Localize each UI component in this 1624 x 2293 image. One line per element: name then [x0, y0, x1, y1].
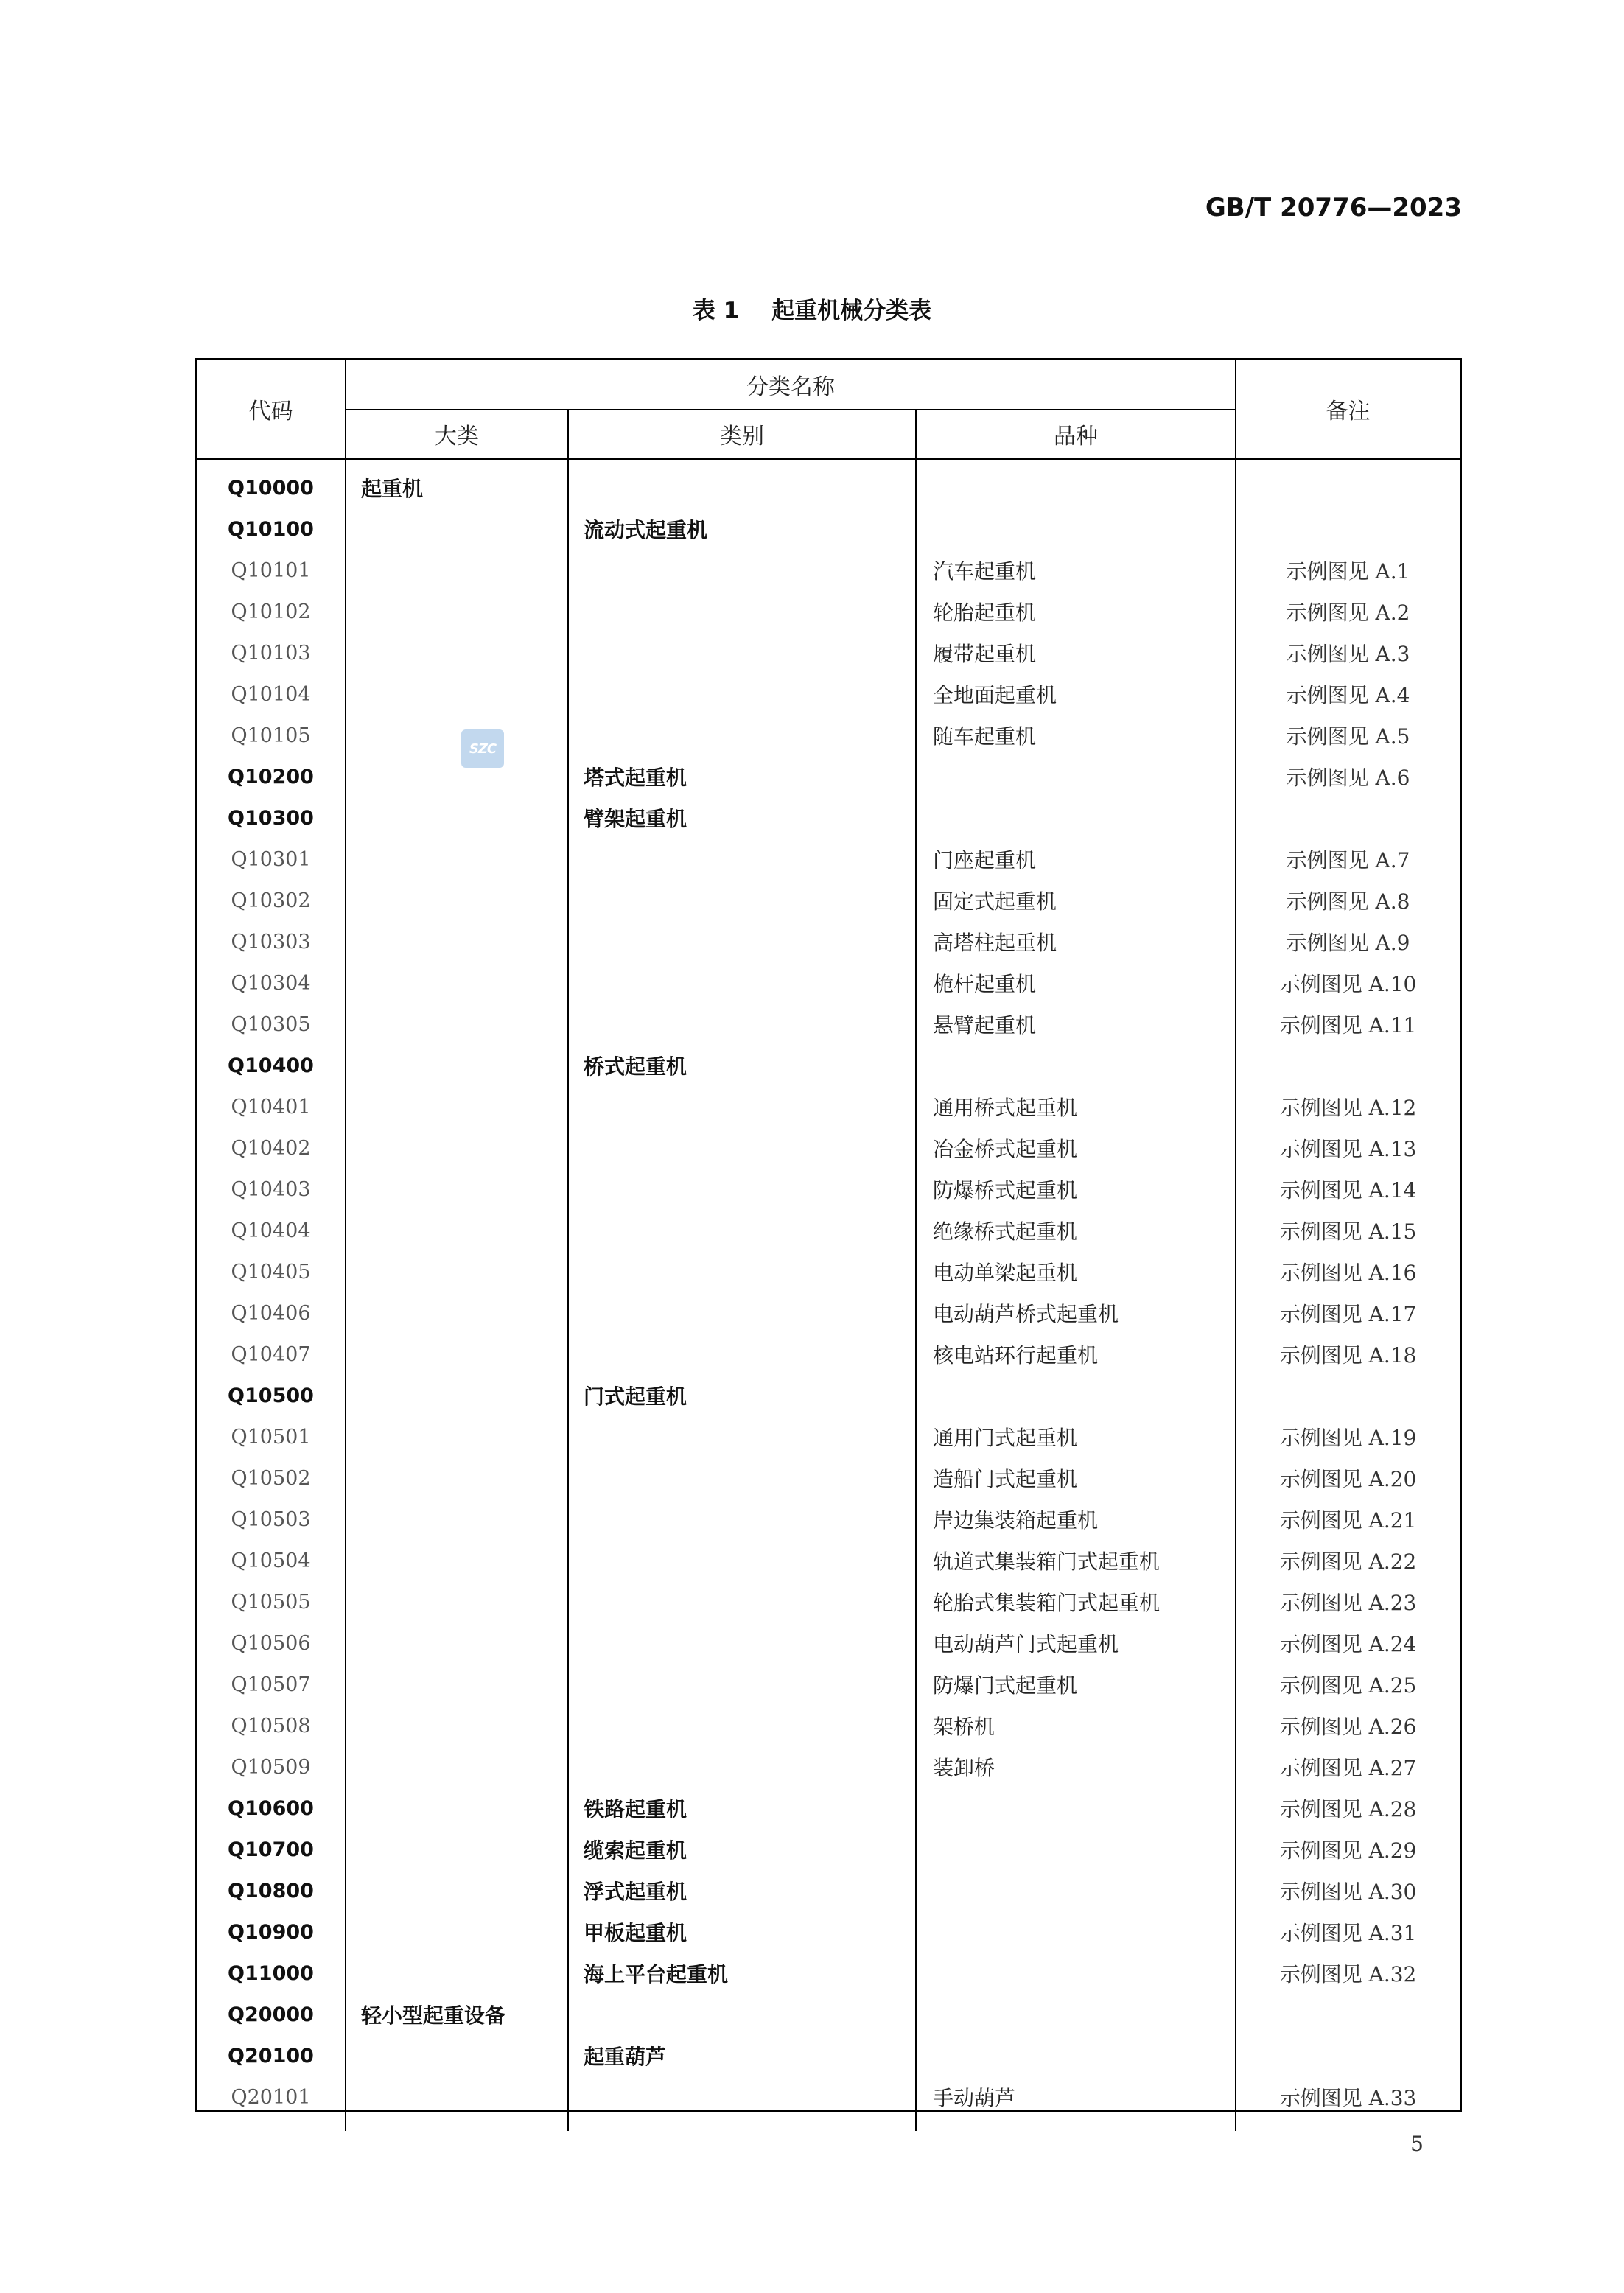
cell-category [568, 467, 916, 508]
cell-major [346, 1416, 568, 1457]
cell-major [346, 1746, 568, 1788]
cell-note: 示例图见 A.20 [1236, 1457, 1460, 1499]
cell-code: Q20000 [228, 2003, 314, 2026]
table-row [197, 2035, 1460, 2076]
table-row [197, 550, 1460, 591]
table-row [197, 1499, 1460, 1540]
cell-variety: 岸边集装箱起重机 [916, 1499, 1236, 1540]
cell-note: 示例图见 A.21 [1236, 1499, 1460, 1540]
cell-variety [916, 1911, 1236, 1953]
cell-major [346, 1911, 568, 1953]
cell-variety: 冶金桥式起重机 [916, 1127, 1236, 1169]
cell-code: Q10501 [231, 1425, 311, 1449]
cell-variety: 电动葫芦门式起重机 [916, 1622, 1236, 1664]
table-row [197, 1375, 1460, 1416]
cell-code: Q10506 [231, 1631, 311, 1655]
cell-code: Q10504 [231, 1549, 311, 1572]
cell-category [568, 715, 916, 756]
cell-note [1236, 1375, 1460, 1416]
cell-category: 起重葫芦 [568, 2035, 916, 2076]
cell-category: 甲板起重机 [568, 1911, 916, 1953]
cell-variety: 轮胎起重机 [916, 591, 1236, 632]
cell-major [346, 962, 568, 1004]
table-row [197, 715, 1460, 756]
cell-variety: 轮胎式集装箱门式起重机 [916, 1581, 1236, 1622]
cell-note: 示例图见 A.24 [1236, 1622, 1460, 1664]
cell-category: 流动式起重机 [568, 508, 916, 550]
cell-code: Q10304 [231, 971, 311, 995]
table-row [197, 1953, 1460, 1994]
cell-major [346, 1540, 568, 1581]
cell-note: 示例图见 A.27 [1236, 1746, 1460, 1788]
table-body [197, 459, 1460, 2132]
cell-code: Q10505 [231, 1590, 311, 1614]
standard-code: GB/T 20776—2023 [1205, 193, 1462, 223]
cell-code: Q10400 [228, 1054, 314, 1077]
cell-code: Q10900 [228, 1920, 314, 1944]
cell-major [346, 1127, 568, 1169]
cell-major [346, 591, 568, 632]
table-row [197, 1788, 1460, 1829]
classification-table [195, 358, 1462, 2112]
cell-variety [916, 1994, 1236, 2035]
table-row [197, 880, 1460, 921]
cell-note: 示例图见 A.10 [1236, 962, 1460, 1004]
cell-note: 示例图见 A.4 [1236, 673, 1460, 715]
cell-code: Q10101 [231, 559, 311, 582]
cell-category: 塔式起重机 [568, 756, 916, 797]
cell-category [568, 1499, 916, 1540]
cell-major [346, 1169, 568, 1210]
cell-category [568, 1457, 916, 1499]
table-row [197, 1581, 1460, 1622]
cell-category [568, 591, 916, 632]
cell-variety [916, 1045, 1236, 1086]
cell-code: Q10000 [228, 476, 314, 500]
table-row [197, 508, 1460, 550]
table-row [197, 1870, 1460, 1911]
cell-variety [916, 2035, 1236, 2076]
cell-note: 示例图见 A.7 [1236, 839, 1460, 880]
cell-code: Q10104 [231, 682, 311, 706]
cell-variety [916, 508, 1236, 550]
cell-code: Q10200 [228, 765, 314, 788]
cell-note: 示例图见 A.15 [1236, 1210, 1460, 1251]
table-spacer [197, 2118, 1460, 2131]
cell-code: Q10402 [231, 1136, 311, 1160]
cell-note [1236, 1994, 1460, 2035]
table-row [197, 1622, 1460, 1664]
table-row [197, 1127, 1460, 1169]
header-major: 大类 [346, 410, 568, 459]
cell-variety: 履带起重机 [916, 632, 1236, 673]
table-row [197, 797, 1460, 839]
cell-major: 起重机 [346, 467, 568, 508]
cell-note: 示例图见 A.5 [1236, 715, 1460, 756]
cell-code: Q10700 [228, 1838, 314, 1861]
cell-note: 示例图见 A.23 [1236, 1581, 1460, 1622]
cell-note: 示例图见 A.30 [1236, 1870, 1460, 1911]
cell-category: 臂架起重机 [568, 797, 916, 839]
cell-note: 示例图见 A.3 [1236, 632, 1460, 673]
cell-code: Q10305 [231, 1012, 311, 1036]
table-row [197, 1416, 1460, 1457]
cell-variety: 装卸桥 [916, 1746, 1236, 1788]
table-spacer [197, 459, 1460, 468]
cell-code: Q10103 [231, 641, 311, 665]
cell-major [346, 1788, 568, 1829]
cell-variety [916, 1829, 1236, 1870]
cell-variety: 高塔柱起重机 [916, 921, 1236, 962]
header-code: 代码 [197, 360, 346, 459]
cell-category [568, 2076, 916, 2118]
table-row [197, 1004, 1460, 1045]
cell-category [568, 1251, 916, 1292]
cell-code: Q10500 [228, 1384, 314, 1407]
cell-variety: 随车起重机 [916, 715, 1236, 756]
cell-major [346, 921, 568, 962]
cell-code: Q10403 [231, 1177, 311, 1201]
cell-code: Q10600 [228, 1796, 314, 1820]
cell-note: 示例图见 A.26 [1236, 1705, 1460, 1746]
cell-note: 示例图见 A.8 [1236, 880, 1460, 921]
cell-note: 示例图见 A.14 [1236, 1169, 1460, 1210]
header-note: 备注 [1236, 360, 1460, 459]
cell-major [346, 1622, 568, 1664]
cell-note [1236, 508, 1460, 550]
table-row [197, 756, 1460, 797]
cell-variety: 防爆桥式起重机 [916, 1169, 1236, 1210]
table-row [197, 1086, 1460, 1127]
cell-category [568, 1746, 916, 1788]
cell-note [1236, 467, 1460, 508]
cell-major [346, 550, 568, 591]
cell-major [346, 1045, 568, 1086]
cell-major [346, 1829, 568, 1870]
cell-major [346, 1499, 568, 1540]
cell-category [568, 1664, 916, 1705]
cell-note: 示例图见 A.1 [1236, 550, 1460, 591]
cell-note: 示例图见 A.29 [1236, 1829, 1460, 1870]
cell-variety: 手动葫芦 [916, 2076, 1236, 2118]
cell-category [568, 839, 916, 880]
cell-category [568, 1581, 916, 1622]
cell-major [346, 1334, 568, 1375]
cell-major [346, 839, 568, 880]
cell-category: 铁路起重机 [568, 1788, 916, 1829]
cell-category [568, 1292, 916, 1334]
cell-variety: 轨道式集装箱门式起重机 [916, 1540, 1236, 1581]
cell-major [346, 632, 568, 673]
cell-code: Q20100 [228, 2044, 314, 2068]
cell-code: Q10405 [231, 1260, 311, 1284]
cell-code: Q10301 [231, 847, 311, 871]
cell-code: Q10404 [231, 1219, 311, 1242]
cell-major [346, 508, 568, 550]
table-row [197, 1994, 1460, 2035]
cell-note: 示例图见 A.16 [1236, 1251, 1460, 1292]
cell-category [568, 1127, 916, 1169]
table-row [197, 1664, 1460, 1705]
watermark-logo [461, 729, 504, 768]
cell-variety: 防爆门式起重机 [916, 1664, 1236, 1705]
cell-category [568, 1210, 916, 1251]
table-row [197, 1045, 1460, 1086]
table-row [197, 1746, 1460, 1788]
cell-code: Q10102 [231, 600, 311, 623]
cell-major [346, 797, 568, 839]
cell-category [568, 1622, 916, 1664]
table-row [197, 467, 1460, 508]
cell-note: 示例图见 A.6 [1236, 756, 1460, 797]
cell-major: 轻小型起重设备 [346, 1994, 568, 2035]
cell-code: Q10800 [228, 1879, 314, 1902]
cell-code: Q10502 [231, 1466, 311, 1490]
cell-category: 缆索起重机 [568, 1829, 916, 1870]
table-row [197, 1911, 1460, 1953]
watermark-text: SZC [469, 741, 497, 757]
cell-category [568, 550, 916, 591]
cell-note [1236, 1045, 1460, 1086]
cell-code: Q10406 [231, 1301, 311, 1325]
cell-major [346, 1870, 568, 1911]
cell-major [346, 673, 568, 715]
cell-note: 示例图见 A.17 [1236, 1292, 1460, 1334]
cell-variety [916, 1953, 1236, 1994]
table-caption [0, 292, 1624, 325]
cell-major [346, 1457, 568, 1499]
cell-category [568, 1540, 916, 1581]
cell-variety: 电动单梁起重机 [916, 1251, 1236, 1292]
cell-category [568, 1004, 916, 1045]
cell-note: 示例图见 A.25 [1236, 1664, 1460, 1705]
cell-code: Q10105 [231, 724, 311, 747]
table-caption-number: 表 1 [692, 298, 740, 324]
cell-code: Q10100 [228, 517, 314, 541]
cell-major [346, 1375, 568, 1416]
cell-major [346, 1251, 568, 1292]
table-row [197, 962, 1460, 1004]
table-row [197, 632, 1460, 673]
cell-variety: 绝缘桥式起重机 [916, 1210, 1236, 1251]
cell-variety [916, 756, 1236, 797]
cell-variety: 电动葫芦桥式起重机 [916, 1292, 1236, 1334]
table-row [197, 839, 1460, 880]
cell-variety: 固定式起重机 [916, 880, 1236, 921]
cell-code: Q10508 [231, 1714, 311, 1737]
cell-note: 示例图见 A.32 [1236, 1953, 1460, 1994]
cell-code: Q10300 [228, 806, 314, 830]
header-variety: 品种 [916, 410, 1236, 459]
cell-code: Q10401 [231, 1095, 311, 1119]
cell-code: Q10407 [231, 1342, 311, 1366]
cell-major [346, 1705, 568, 1746]
cell-category: 浮式起重机 [568, 1870, 916, 1911]
cell-major [346, 1581, 568, 1622]
cell-variety: 桅杆起重机 [916, 962, 1236, 1004]
cell-category [568, 1169, 916, 1210]
cell-major [346, 1210, 568, 1251]
cell-code: Q10302 [231, 889, 311, 912]
cell-variety: 门座起重机 [916, 839, 1236, 880]
cell-note: 示例图见 A.18 [1236, 1334, 1460, 1375]
table-row [197, 1334, 1460, 1375]
cell-category [568, 880, 916, 921]
table-row [197, 1540, 1460, 1581]
cell-note: 示例图见 A.12 [1236, 1086, 1460, 1127]
page-number: 5 [1410, 2132, 1424, 2156]
cell-major [346, 880, 568, 921]
cell-variety: 汽车起重机 [916, 550, 1236, 591]
cell-code: Q20101 [231, 2085, 311, 2109]
cell-category [568, 1994, 916, 2035]
table-row [197, 1705, 1460, 1746]
cell-major [346, 715, 568, 756]
cell-note: 示例图见 A.33 [1236, 2076, 1460, 2118]
cell-variety [916, 1375, 1236, 1416]
cell-major [346, 2035, 568, 2076]
table-row [197, 2076, 1460, 2118]
cell-major [346, 2076, 568, 2118]
cell-variety: 造船门式起重机 [916, 1457, 1236, 1499]
cell-variety [916, 1788, 1236, 1829]
header-category: 类别 [568, 410, 916, 459]
cell-note: 示例图见 A.22 [1236, 1540, 1460, 1581]
cell-category [568, 1086, 916, 1127]
cell-category [568, 1416, 916, 1457]
cell-category [568, 632, 916, 673]
cell-major [346, 1953, 568, 1994]
table-caption-title: 起重机械分类表 [771, 298, 932, 324]
cell-category [568, 673, 916, 715]
table-row [197, 1829, 1460, 1870]
cell-variety: 悬臂起重机 [916, 1004, 1236, 1045]
cell-note: 示例图见 A.19 [1236, 1416, 1460, 1457]
cell-note [1236, 2035, 1460, 2076]
cell-major [346, 1664, 568, 1705]
table-row [197, 1251, 1460, 1292]
cell-variety: 全地面起重机 [916, 673, 1236, 715]
cell-code: Q10507 [231, 1673, 311, 1696]
cell-variety: 通用桥式起重机 [916, 1086, 1236, 1127]
cell-note: 示例图见 A.28 [1236, 1788, 1460, 1829]
cell-variety [916, 797, 1236, 839]
cell-note: 示例图见 A.31 [1236, 1911, 1460, 1953]
cell-major [346, 1004, 568, 1045]
cell-note: 示例图见 A.13 [1236, 1127, 1460, 1169]
cell-variety [916, 467, 1236, 508]
cell-note [1236, 797, 1460, 839]
table-row [197, 591, 1460, 632]
cell-category [568, 921, 916, 962]
cell-category [568, 1705, 916, 1746]
cell-code: Q10509 [231, 1755, 311, 1779]
cell-variety: 核电站环行起重机 [916, 1334, 1236, 1375]
table-row [197, 1210, 1460, 1251]
cell-note: 示例图见 A.2 [1236, 591, 1460, 632]
cell-code: Q10303 [231, 930, 311, 953]
cell-category [568, 1334, 916, 1375]
header-classification-name: 分类名称 [346, 360, 1236, 410]
cell-code: Q10503 [231, 1508, 311, 1531]
cell-category: 海上平台起重机 [568, 1953, 916, 1994]
cell-variety: 通用门式起重机 [916, 1416, 1236, 1457]
table-row [197, 1169, 1460, 1210]
cell-category: 门式起重机 [568, 1375, 916, 1416]
cell-major [346, 1292, 568, 1334]
cell-note: 示例图见 A.9 [1236, 921, 1460, 962]
cell-variety [916, 1870, 1236, 1911]
cell-category [568, 962, 916, 1004]
cell-note: 示例图见 A.11 [1236, 1004, 1460, 1045]
cell-major [346, 1086, 568, 1127]
cell-code: Q11000 [228, 1961, 314, 1985]
table-row [197, 673, 1460, 715]
table-row [197, 921, 1460, 962]
cell-category: 桥式起重机 [568, 1045, 916, 1086]
table-row [197, 1457, 1460, 1499]
cell-major [346, 756, 568, 797]
cell-variety: 架桥机 [916, 1705, 1236, 1746]
table-row [197, 1292, 1460, 1334]
